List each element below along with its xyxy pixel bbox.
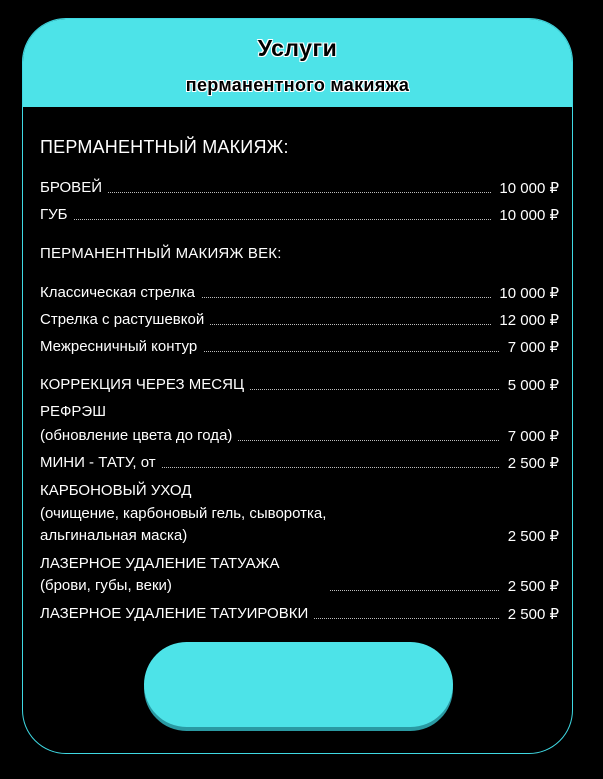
price-row-classic-arrow bbox=[40, 284, 559, 304]
cta-button[interactable] bbox=[144, 642, 453, 727]
service-title-carbon: КАРБОНОВЫЙ УХОД bbox=[40, 482, 192, 499]
price-row-laser-tattoo bbox=[40, 605, 559, 625]
section-title-eyelids: ПЕРМАНЕНТНЫЙ МАКИЯЖ ВЕК: bbox=[40, 245, 282, 262]
service-price: 5 000 ₽ bbox=[500, 376, 559, 394]
service-price: 2 500 ₽ bbox=[500, 454, 559, 472]
service-label: Стрелка с растушевкой bbox=[40, 311, 210, 328]
price-row-correction bbox=[40, 376, 559, 396]
service-label: Классическая стрелка bbox=[40, 284, 201, 301]
service-title-refresh: РЕФРЭШ bbox=[40, 403, 106, 420]
service-price: 12 000 ₽ bbox=[491, 311, 559, 329]
service-price: 2 500 ₽ bbox=[500, 577, 559, 595]
price-row-carbon bbox=[40, 527, 559, 547]
service-price: 2 500 ₽ bbox=[500, 527, 559, 545]
service-price: 10 000 ₽ bbox=[491, 179, 559, 197]
service-label: (брови, губы, веки) bbox=[40, 577, 178, 594]
price-row-lips bbox=[40, 206, 559, 226]
price-row-brows bbox=[40, 179, 559, 199]
services-card bbox=[22, 18, 573, 754]
service-price: 10 000 ₽ bbox=[491, 206, 559, 224]
service-label: альгинальная маска) bbox=[40, 527, 193, 544]
header-title: Услуги bbox=[257, 35, 338, 61]
service-desc-carbon: (очищение, карбоновый гель, сыворотка, bbox=[40, 505, 327, 522]
price-row-shaded-arrow bbox=[40, 311, 559, 331]
service-label: (обновление цвета до года) bbox=[40, 427, 238, 444]
card-header bbox=[23, 19, 572, 107]
header-subtitle: перманентного макияжа bbox=[185, 75, 410, 95]
service-label: ГУБ bbox=[40, 206, 74, 223]
price-row-interlash bbox=[40, 338, 559, 358]
service-label: КОРРЕКЦИЯ ЧЕРЕЗ МЕСЯЦ bbox=[40, 376, 250, 393]
section-title-permanent-makeup: ПЕРМАНЕНТНЫЙ МАКИЯЖ: bbox=[40, 137, 289, 157]
service-title-laser-pm: ЛАЗЕРНОЕ УДАЛЕНИЕ ТАТУАЖА bbox=[40, 555, 280, 572]
service-price: 10 000 ₽ bbox=[491, 284, 559, 302]
service-price: 7 000 ₽ bbox=[500, 427, 559, 445]
price-row-refresh bbox=[40, 427, 559, 447]
dot-leader bbox=[40, 219, 559, 220]
service-price: 7 000 ₽ bbox=[500, 338, 559, 356]
service-label: Межресничный контур bbox=[40, 338, 203, 355]
dot-leader bbox=[40, 192, 559, 193]
price-row-laser-pm bbox=[40, 577, 559, 597]
price-row-mini-tattoo bbox=[40, 454, 559, 474]
service-label: МИНИ - ТАТУ, от bbox=[40, 454, 162, 471]
service-label: ЛАЗЕРНОЕ УДАЛЕНИЕ ТАТУИРОВКИ bbox=[40, 605, 314, 622]
service-price: 2 500 ₽ bbox=[500, 605, 559, 623]
service-label: БРОВЕЙ bbox=[40, 179, 108, 196]
